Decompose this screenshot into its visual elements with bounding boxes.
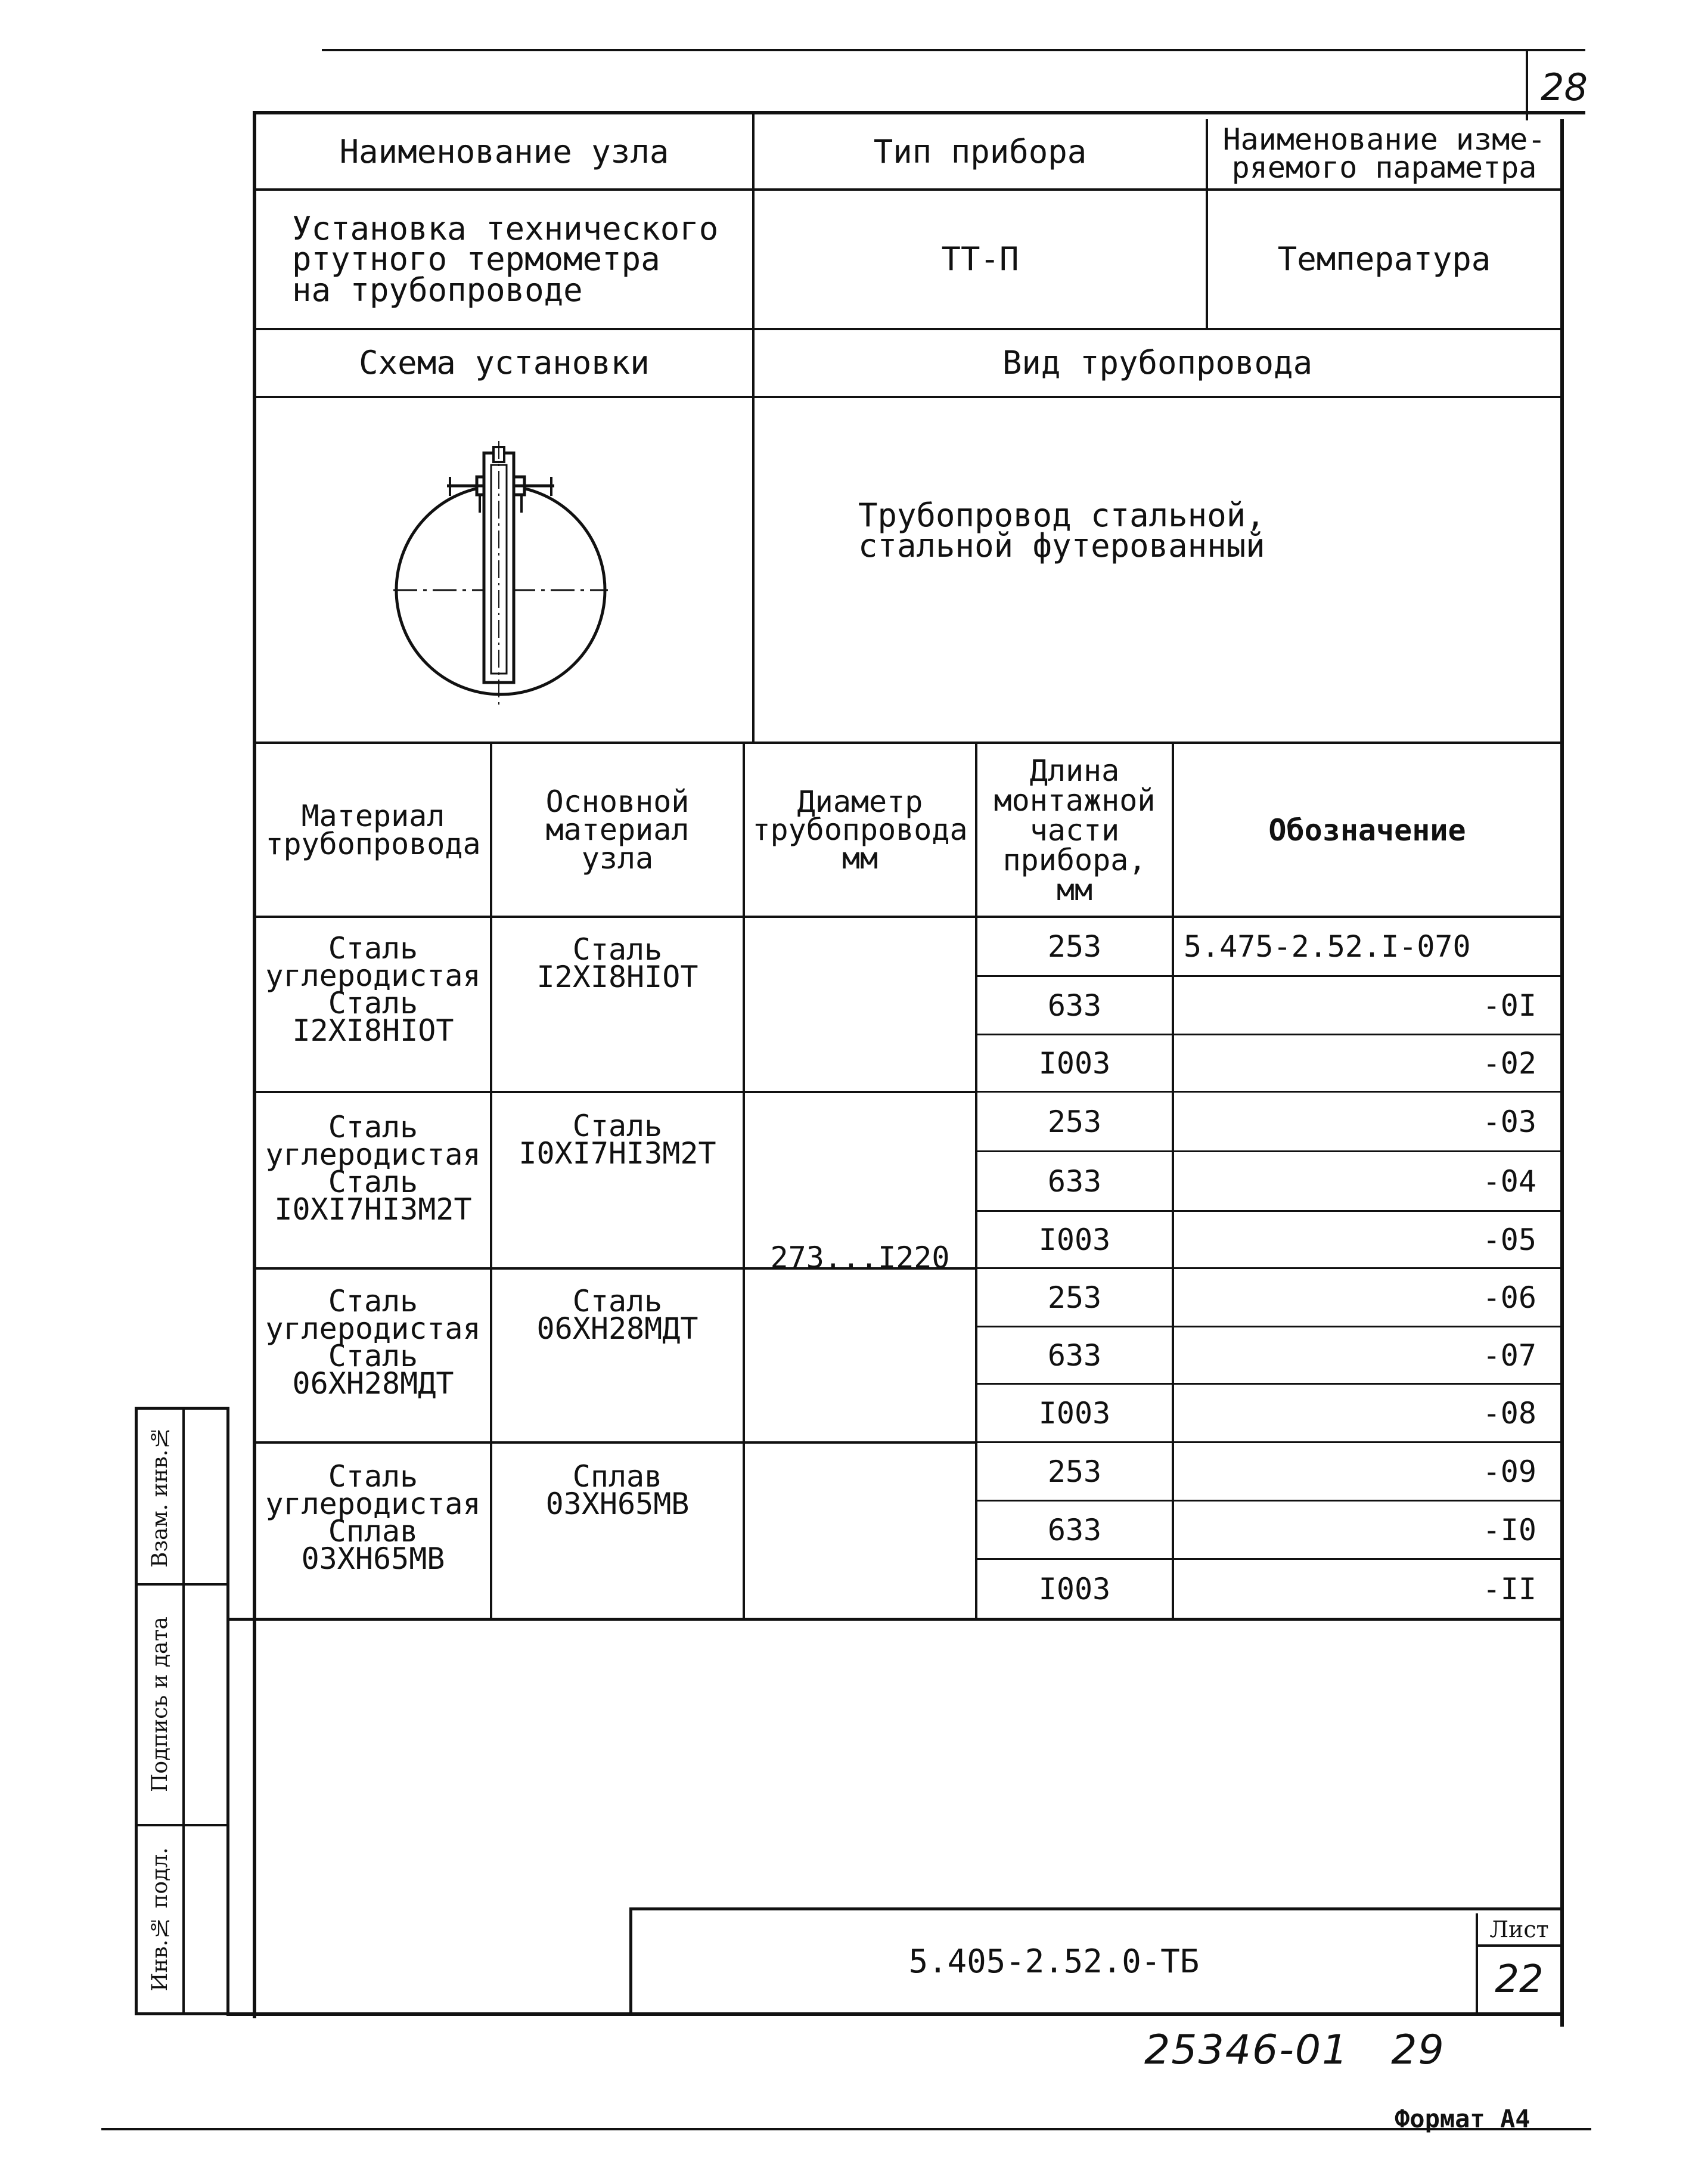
- node-material-3: Сталь 06XH28MДТ: [536, 1284, 698, 1346]
- col-header-designation: Обозначение: [1268, 813, 1466, 848]
- length-2: 633: [1047, 988, 1102, 1023]
- col-header-diameter: Диаметр трубопровода мм: [752, 784, 968, 876]
- stamp-original-inv: Инв.№ подл.: [148, 1847, 172, 1991]
- designation-6: -05: [1482, 1222, 1536, 1257]
- length-11: 633: [1047, 1512, 1102, 1547]
- frame-top: [255, 111, 1585, 114]
- node-material-1: Сталь I2XI8HIOT: [536, 932, 698, 994]
- pipe-material-2: Сталь углеродистая Сталь I0XI7HI3M2T: [265, 1110, 481, 1227]
- designation-1: 5.475-2.52.I-070: [1184, 929, 1471, 964]
- pipe-material-3: Сталь углеродистая Сталь 06XH28MДТ: [265, 1284, 481, 1401]
- stamp-replaced-inv: Взам. инв.№: [148, 1425, 172, 1568]
- diameter-value: 273...I220: [770, 1240, 950, 1275]
- length-1: 253: [1047, 929, 1102, 964]
- col-header-pipe-material: Материал трубопровода: [265, 798, 481, 861]
- designation-11: -I0: [1482, 1512, 1536, 1547]
- param-name: Температура: [1277, 240, 1491, 278]
- document-code: 5.405-2.52.0-ТБ: [908, 1942, 1200, 1980]
- frame-right: [1560, 119, 1564, 2027]
- length-9: I003: [1038, 1395, 1111, 1431]
- col-header-length: Длина монтажной части прибора, мм: [994, 753, 1156, 907]
- format-label: Формат А4: [1395, 2104, 1530, 2133]
- designation-10: -09: [1482, 1454, 1536, 1489]
- designation-2: -0I: [1482, 988, 1536, 1023]
- handwritten-note: 25346-01 29: [1144, 2027, 1445, 2074]
- length-5: 633: [1047, 1164, 1102, 1199]
- node-material-4: Сплав 03XH65MB: [545, 1459, 690, 1521]
- length-3: I003: [1038, 1046, 1111, 1081]
- page-number: 28: [1541, 66, 1588, 109]
- device-type-label: Тип прибора: [873, 133, 1087, 170]
- scheme-label: Схема установки: [359, 344, 650, 381]
- designation-4: -03: [1482, 1104, 1536, 1139]
- length-12: I003: [1038, 1571, 1111, 1606]
- length-6: I003: [1038, 1222, 1111, 1257]
- pipe-view: Трубопровод стальной, стальной футерованный: [858, 496, 1265, 564]
- designation-7: -06: [1482, 1280, 1536, 1315]
- node-name: Установка технического ртутного термометра на трубопроводе: [292, 210, 719, 309]
- designation-12: -II: [1482, 1571, 1536, 1606]
- node-name-label: Наименование узла: [339, 133, 669, 170]
- pipe-view-label: Вид трубопровода: [1002, 344, 1313, 381]
- length-8: 633: [1047, 1338, 1102, 1373]
- designation-9: -08: [1482, 1395, 1536, 1431]
- designation-5: -04: [1482, 1164, 1536, 1199]
- installation-scheme-drawing: [358, 429, 632, 715]
- designation-8: -07: [1482, 1338, 1536, 1373]
- designation-3: -02: [1482, 1046, 1536, 1081]
- param-name-label: Наименование изме- ряемого параметра: [1222, 122, 1546, 185]
- pipe-material-1: Сталь углеродистая Сталь I2XI8HIOT: [265, 931, 481, 1048]
- sheet-label: Лист: [1489, 1916, 1549, 1943]
- node-material-2: Сталь I0XI7HI3M2T: [519, 1109, 716, 1171]
- stamp-signature-date: Подпись и дата: [148, 1617, 172, 1793]
- length-7: 253: [1047, 1280, 1102, 1315]
- length-10: 253: [1047, 1454, 1102, 1489]
- col-header-node-material: Основной материал узла: [545, 784, 690, 876]
- sheet-number: 22: [1495, 1957, 1544, 2002]
- device-type: ТТ-П: [941, 240, 1019, 278]
- pipe-material-4: Сталь углеродистая Сплав 03XH65MB: [265, 1459, 481, 1576]
- length-4: 253: [1047, 1104, 1102, 1139]
